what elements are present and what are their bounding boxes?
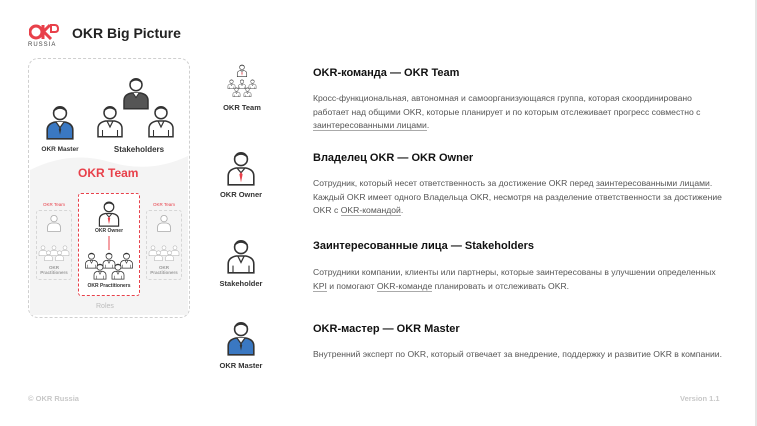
okr-master-label: OKR Master (41, 146, 79, 153)
stakeholder-role-icon (225, 238, 257, 274)
role-title-okr-master: OKR-мастер — OKR Master (313, 323, 460, 335)
role-desc-okr-master: Внутренний эксперт по OKR, который отвечает за внедрение, поддержку и развитие OKR в компании. (313, 349, 722, 359)
role-desc-stakeholders: Сотрудники компании, клиенты или партнеры, которые заинтересованы в улучшении определенных KPI и помогают OKR-команде планировать и отслеживать OKR. (313, 267, 716, 291)
subteam-left-practitioners: OKR Practitioners (40, 265, 68, 275)
okr-team-icon (226, 64, 258, 98)
okr-owner-role-icon (225, 150, 257, 186)
okr-master-role-icon (225, 320, 257, 356)
okr-team-icon-label: OKR Team (223, 103, 261, 112)
okr-master-icon-label: OKR Master (219, 361, 263, 370)
role-title-okr-team: OKR-команда — OKR Team (313, 67, 460, 79)
role-desc-okr-team: Кросс-функциональная, автономная и самоорганизующаяся группа, которая скоординировано работает над общими OKR, которые планирует и по которым отслеживает прогресс совместно с заинтересованными лицами. (313, 93, 701, 130)
okr-owner-icon-label: OKR Owner (219, 190, 263, 199)
role-desc-okr-owner: Сотрудник, который несет ответственность за достижение OKR перед заинтересованными лицами. Каждый OKR имеет одного Владельца OKR, несмотря на разделение ответственности за достижение OKR с OKR-командой. (313, 178, 722, 215)
role-title-okr-owner: Владелец OKR — OKR Owner (313, 152, 474, 164)
center-practitioners-label: OKR Practitioners (87, 283, 131, 289)
practitioners-icon (38, 245, 70, 261)
okr-team-heading: OKR Team (78, 166, 139, 180)
link-kpi[interactable]: KPI (313, 280, 327, 291)
okr-owner-icon (97, 200, 121, 227)
okr-master-icon (44, 104, 76, 140)
link-stakeholders[interactable]: заинтересованными лицами (595, 178, 710, 188)
page-title: OKR Big Picture (72, 25, 181, 41)
role-title-stakeholders: Заинтересованные лица — Stakeholders (313, 240, 534, 252)
practitioners-icon (148, 245, 180, 261)
center-owner-label: OKR Owner (94, 228, 124, 234)
logo-subtext: RUSSIA (28, 42, 57, 48)
person-icon (46, 214, 62, 232)
connector-line (108, 236, 110, 250)
subteam-label-right: OKR Team (153, 202, 175, 207)
footer-version: Version 1.1 (680, 394, 720, 403)
stakeholder-icon-left (95, 104, 125, 138)
subteam-right-practitioners: OKR Practitioners (150, 265, 178, 275)
stakeholder-icon-right (146, 104, 176, 138)
footer-copyright: © OKR Russia (28, 394, 79, 403)
link-okr-team[interactable]: OKR-команде (376, 280, 433, 291)
roles-label: Roles (96, 303, 114, 310)
link-okr-team[interactable]: OKR-командой (340, 205, 401, 215)
stakeholder-icon-label: Stakeholder (219, 279, 263, 288)
subteam-label-left: OKR Team (43, 202, 65, 207)
person-icon (156, 214, 172, 232)
okr-practitioners-icon (84, 252, 134, 280)
okr-logo-icon (29, 22, 59, 40)
stakeholders-label: Stakeholders (113, 145, 165, 154)
link-stakeholders[interactable]: заинтересованными лицами (313, 120, 427, 130)
